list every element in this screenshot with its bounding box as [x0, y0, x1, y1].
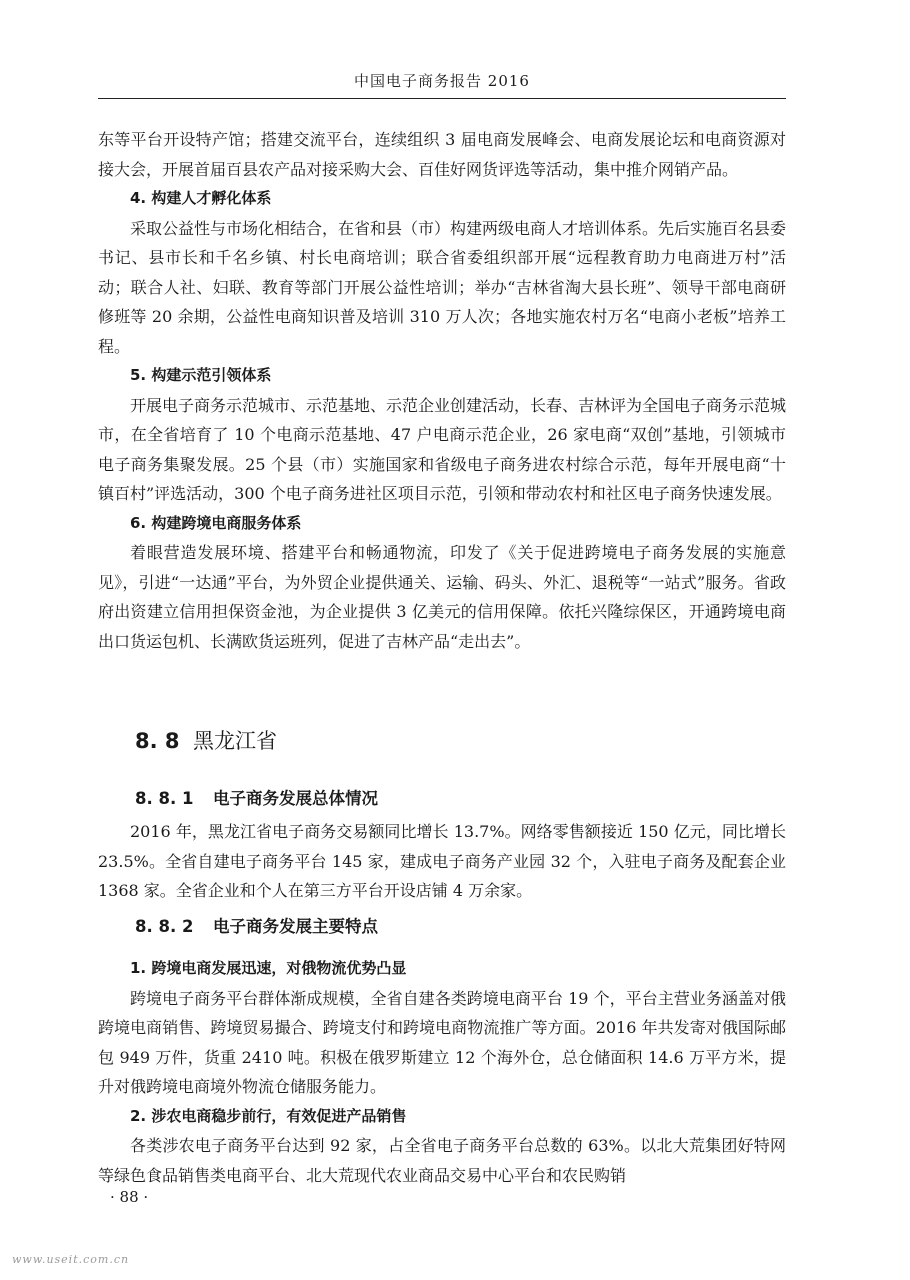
section-number: 8. 8 — [135, 729, 180, 753]
subsection2-body — [98, 954, 786, 1190]
sub2-item2-heading: 2. 涉农电商稳步前行，有效促进产品销售 — [130, 1106, 407, 1125]
subsection1-heading — [135, 784, 378, 814]
sub2-item1-paragraph: 跨境电子商务平台群体渐成规模，全省自建各类跨境电商平台 19 个，平台主营业务涵盖对俄跨境电商销售、跨境贸易撮合、跨境支付和跨境电商物流推广等方面。2016 年共发寄对俄国际邮包 949 万件，货重 2410 吨。积极在俄罗斯建立 12 个海外仓，总仓储面积 14.6 万平方米，提升对俄跨境电商境外物流仓储服务能力。 — [98, 988, 786, 1096]
subsection2-number: 8. 8. 2 — [135, 917, 194, 936]
item6-paragraph: 着眼营造发展环境、搭建平台和畅通物流，印发了《关于促进跨境电子商务发展的实施意见》，引进“一达通”平台，为外贸企业提供通关、运输、码头、外汇、退税等“一站式”服务。省政府出资建立信用担保资金池，为企业提供 3 亿美元的信用保障。依托兴隆综保区，开通跨境电商出口货运包机、长满欧货运班列，促进了吉林产品“走出去”。 — [98, 543, 786, 651]
sub2-item1-heading: 1. 跨境电商发展迅速，对俄物流优势凸显 — [130, 959, 407, 977]
item4-paragraph: 采取公益性与市场化相结合，在省和县（市）构建两级电商人才培训体系。先后实施百名县委书记、县市长和千名乡镇、村长电商培训；联合省委组织部开展“远程教育助力电商进万村”活动；联合人社、妇联、教育等部门开展公益性培训；举办“吉林省淘大县长班”、领导干部电商研修班等 20 余期，公益性电商知识普及培训 310 万人次；各地实施农村万名“电商小老板”培养工程。 — [98, 218, 787, 356]
subsection1-body — [98, 817, 786, 906]
subsection1-number: 8. 8. 1 — [135, 789, 194, 808]
running-header: 中国电子商务报告 2016 — [354, 72, 530, 90]
watermark: www.useit.com.cn — [12, 1253, 130, 1266]
item5-paragraph: 开展电子商务示范城市、示范基地、示范企业创建活动，长春、吉林评为全国电子商务示范城市，在全省培育了 10 个电商示范基地、47 户电商示范企业，26 家电商“双创”基地，引领城市电子商务集聚发展。25 个县（市）实施国家和省级电子商务进农村综合示范，每年开展电商“十镇百村”评选活动，300 个电子商务进社区项目示范，引领和带动农村和社区电子商务快速发展。 — [98, 395, 787, 503]
section-heading — [135, 722, 277, 760]
header-rule — [98, 98, 786, 99]
item4-heading: 4. 构建人才孵化体系 — [130, 189, 272, 207]
subsection2-title: 电子商务发展主要特点 — [213, 917, 378, 936]
subsection1-title: 电子商务发展总体情况 — [213, 789, 378, 808]
subsection2-heading — [135, 912, 378, 942]
item5-heading: 5. 构建示范引领体系 — [130, 366, 272, 384]
sub2-item2-paragraph: 各类涉农电子商务平台达到 92 家，占全省电子商务平台总数的 63%。以北大荒集团好特网等绿色食品销售类电商平台、北大荒现代农业商品交易中心平台和农民购销 — [98, 1136, 786, 1185]
top-block — [98, 125, 786, 656]
section-title: 黑龙江省 — [193, 729, 277, 753]
page-number: · 88 · — [110, 1188, 149, 1206]
item6-heading: 6. 构建跨境电商服务体系 — [130, 513, 302, 532]
intro-paragraph: 东等平台开设特产馆；搭建交流平台，连续组织 3 届电商发展峰会、电商发展论坛和电商资源对接大会，开展首届百县农产品对接采购大会、百佳好网货评选等活动，集中推介网销产品。 — [98, 130, 786, 179]
subsection1-paragraph: 2016 年，黑龙江省电子商务交易额同比增长 13.7%。网络零售额接近 150 亿元，同比增长 23.5%。全省自建电子商务平台 145 家，建成电子商务产业园 32 个，入驻电子商务及配套企业 1368 家。全省企业和个人在第三方平台开设店铺 4 万余家。 — [98, 822, 786, 900]
